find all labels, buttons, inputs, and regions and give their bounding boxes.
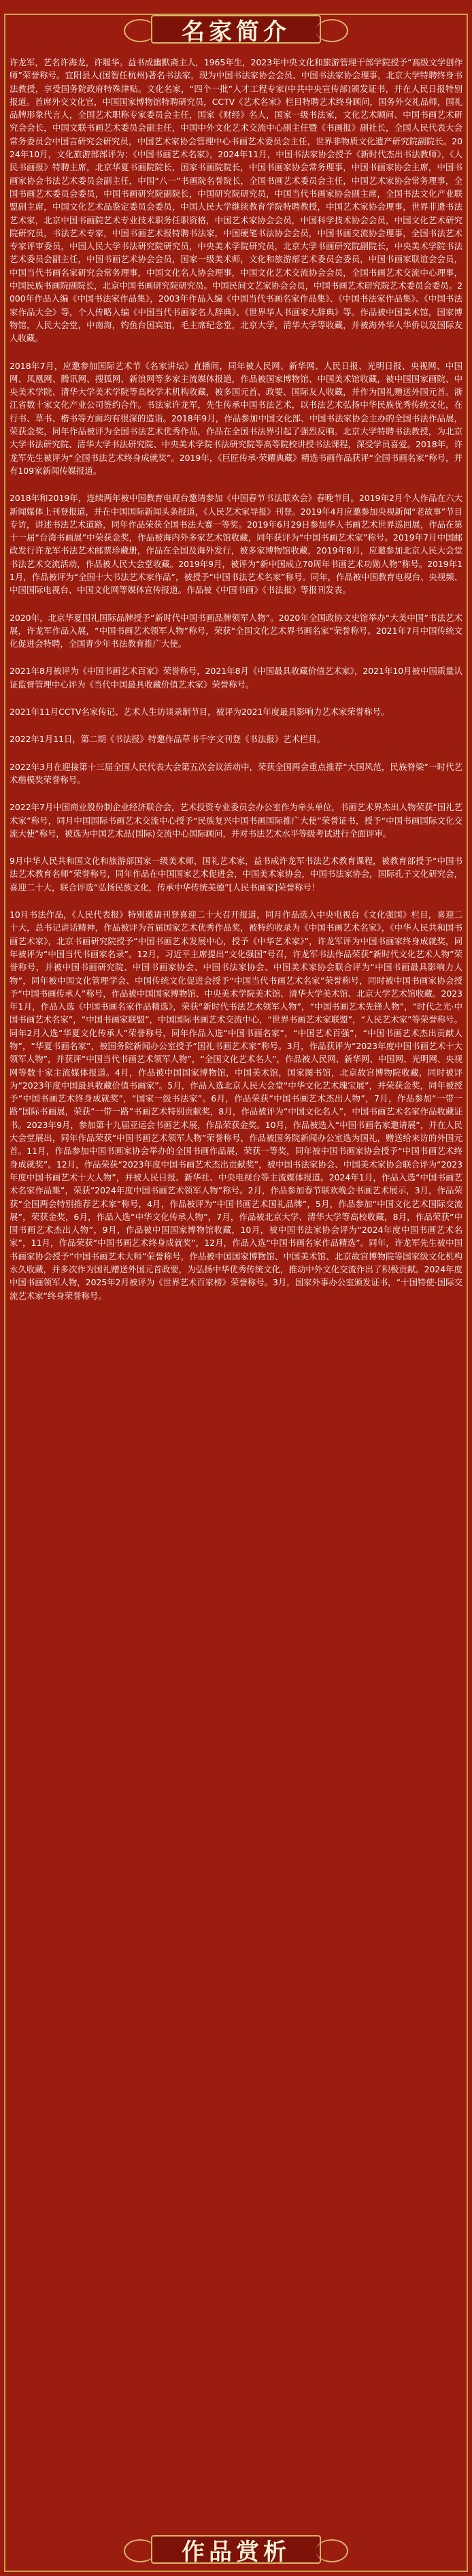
bio-paragraph-7: 2022年1月11日，第二期《书法报》特邀作品草书千字文刊登《书法报》艺术栏目。: [10, 734, 326, 745]
bio-paragraph-1: 许龙军，艺名许海龙，许堰华。益书成幽默斋主人，1965年生，2023年中央文化和旅游管理干部学院授予“高级文学创作师”荣誉称号。宜阳县人(国智任杭州)著名书法家，现为中国书法家协会会员、中国书法家协会理事，北京大学特聘终身书法教授，享受国务院政府特殊津贴。文化名家，“四个一批”人才工程专家(中共中央宣传部)颁发证书，并在人民日报特别报道。首席外交文化官，中国国家博物馆特聘研究员，CCTV《艺术名家》栏目特聘艺术终身顾问，国务外交礼品师，国礼品牌形象代言人，全国艺术职称专家委员会主任，国家《财经》名人，国家一级书法家，文化艺术顾问、中国书画艺术研究会会长，中国文联书画艺术委员会副主任，中国中外文化艺术交流中心副主任暨《书画报》副社长，全国人民代表大会常务委员会中国言研究会研究员，中国艺术家协会管理中心书画艺术委员会主任，世界非物质文化遗产研究院副院长。2024年10月，文化旅游部部评为：《中国书画艺术名家》，2024年11月，中国书法家协会授予《新时代杰出书法教师》，《人民书画报》特聘主席，北京华夏书画院院长，国家书画院院长，中国书画家协会常务理事，中国书画家协会主席，中国书画家协会书法艺术委员会副主任，中国“八一”书画院名誉院长，全国书画艺术委员会主任，中国艺术家协会常务理事，全国书画艺术委员会委员，中国书画研究院副院长，中国研究院研究员，中国当代书画家协会副主席，全国书法文化产业联盟副主席，中国文化艺术品鉴定委员会委员，中国人民大学继续教育学院特聘教授，中国艺术家协会理事，世界非遗书法艺术家，北京中国书画院艺术专业技术职务任职资格，中国艺术家协会会员，中国科学技术协会会员，中国文化艺术研究院研究员，书法艺术专家，中国书画艺术报特聘书法家，中国硬笔书法协会会员，中国书画交流协会理事，全国书法艺术专家评审委员，中国人民大学书法研究院研究员，中央美术学院研究员，北京大学书画研究院副院长，中央美术学院书法艺术委员会副主任，中国书画艺术协会会员，国家一级美术师，文化和旅游部艺术委员会委员，中国书画家联谊会会员，中国当代书画名家研究会常务理事，中国文化名人协会理事，中国文化艺术交流协会会员，全国书画艺术交流中心理事，中国民族书画院副院长，北京中国书画研究院研究员。中国民间文艺家协会会员，中国书画艺术研究院艺术委员会委员。2000年作品入编《中国书法家作品集》，2003年作品入编《中国当代书画名家作品集》、《中国书法家作品集》、《中国书法家作品大全》等，个人传略入编《中国当代书画家名人辞典》、《世界华人书画家大辞典》等。作品被中国美术馆，国家博物馆，人民大会堂，中南海，钓鱼台国宾馆，毛主席纪念堂，北京大学，清华大学等收藏，并被海外华人华侨以及国际友人收藏。: [10, 57, 462, 344]
header-banner: [124, 10, 348, 49]
footer-banner: [124, 2530, 348, 2569]
bio-paragraph-3: 2018年和2019年，连续两年被中国教育电视台邀请参加《中国春节书法联欢会》春晚节目。2019年2月个人作品在六大新闻媒体上刊登报道，并在中国国际新闻头条报道，《人民艺术家导报》刊登。2019年4月应邀参加央视新闻“老故事”节目专访，讲述书法艺术道路，同年作品荣获全国书法大赛一等奖。2019年6月29日参加华人书画艺术世界巡回展，作品在第十一届“台湾书画展”中荣获金奖，作品被海内外多家艺术馆收藏，同年获评为“中国书画艺术家”称号。2019年7月中国邮政发行许龙军书法艺术邮票珍藏册，作品在全国及海外发行，被多家博物馆收藏，2019年8月，应邀参加北京人民大会堂书法艺术交流活动，作品被人民大会堂收藏。2019年9月，被评为“新中国成立70周年书画艺术功勋人物”称号。2019年11月，作品被评为“全国十大书法艺术家作品”，被授予“中国书法艺术名家”称号。同年，作品被中国教育电视台、央视频、中国国际电视台、中国文化网等媒体宣传报道。作品被《中国书画》《书法报》等报刊发表。: [10, 493, 462, 596]
bio-paragraph-9: 2022年7月中国商业股份制企业经济联合会，艺术投资专业委员会办公室作为牵头单位，书画艺术界杰出人物荣获“国礼艺术家”称号，同月中国国际书画艺术交流中心授予“民族复兴中国书画国际推广大使”荣誉证书，授予“中国书画国际文化交流大使”称号，被选为中国艺术品(国际)交流中心国际顾问，并对书法艺术水平等级考试进行全面评审。: [10, 802, 462, 839]
page: [0, 10, 472, 2576]
bio-paragraph-5: 2021年8月被评为《中国书画艺术百家》荣誉称号，2021年8月《中国最具收藏价值艺术家》，2021年10月被中国质量认证监督管理中心评为《当代中国最具收藏价值艺术家》荣誉称号。: [10, 666, 462, 690]
bio-paragraph-10: 9月中华人民共和国文化和旅游部国家一级美术师，国礼艺术家，益书成许龙军书法艺术教育课程，被教育部授予“中国书法艺术教育名师”荣誉称号，同年作品在中国国家艺术促进会，中国美术家协会，中国书法家协会，国际孔子文化研究会，喜迎二十大，联合评选“弘扬民族文化，传承中华传统美德”[人民书画家]荣誉称号！: [10, 856, 462, 892]
bio-paragraph-4: 2020年，北京华夏国礼国际品牌授予“新时代中国书画品牌领军人物”。2020年全国政协文史馆举办“大美中国”书法艺术展，许龙军作品入展，“中国书画艺术领军人物”称号，荣获“全国文化艺术界书画名家”荣誉称号。2021年7月中国传统文化促进会特聘，全国青少年书法教育推广大使。: [10, 612, 462, 649]
page-title: 名家简介: [182, 18, 290, 46]
bio-paragraph-6: 2021年11月CCTV名家传记、艺术人生访谈录制节目，被评为2021年度最具影响力艺术家荣誉称号。: [10, 707, 390, 718]
biography-text: [10, 56, 462, 1302]
banner-cloud-right: [316, 2539, 348, 2562]
bio-paragraph-11: 10月书法作品，《人民代表报》特别邀请刊登喜迎二十大召开报道，同月作品选入中央电视台《文化强国》栏目，喜迎二十大，总书记讲话精神，作品被评为首届国家艺术优秀作品奖，被特约收录为《中国书画艺术名家》，《中华人民共和国书画艺术家》，北京书画研究院授予“中国书画艺术发展中心，授予《中华艺术家》”，许龙军评为中国书画家终身成就奖，同年被评为“中国当代书画家名录”。12月，习近平主席提出“文化强国”号召，许龙军书法作品荣获“新时代文化艺术人物”荣誉称号，并被中国书画研究院、中国书画家协会、中国书法家协会、中国美术家协会联合评为“中国书画最具影响力人物”，同年被中国文化管理学会、中国传统文化促进会授予“中国当代书画艺术名家”荣誉称号，同时被中国书画家协会授予“中国书画传承人”称号，作品被中国国家博物馆、中央美术学院美术馆、清华大学美术馆、北京大学艺术馆收藏。2023年1月，作品入选《中国书画名家作品精选》，荣获“新时代书法艺术领军人物”，“中国书画艺术先锋人物”，“时代之光·中国书画艺术名家”，“中国书画家联盟”，中国国际书画艺术交流中心，“世界书画艺术家联盟”，“人民艺术家”等荣誉称号。同年2月入选“华夏文化传承人”荣誉称号，同年作品入选“中国书画名家”，“中国艺术百强”，“中国书画艺术杰出贡献人物”，“华夏书画名家”，被国务院新闻办公室授予“国礼书画艺术家”称号。3月，作品获评为“2023年度中国书画艺术十大领军人物”，并获评“中国当代书画艺术领军人物”，“全国文化艺术名人”，作品被人民网、新华网、中国网、光明网、央视网等数十家主流媒体报道。4月，作品被中国国家博物馆，中国美术馆，国家图书馆，北京故宫博物院收藏，同时被评为“2023年度中国最具收藏价值书画家”。5月，作品入选北京人民大会堂“中华文化艺术瑰宝展”，并荣获金奖，同年被授予“中国书画艺术终身成就奖”，“国家一级书法家”。6月，作品荣获“中国书画艺术杰出人物”，7月，作品参加“一带一路”国际书画展，荣获“一带一路”书画艺术特别贡献奖，8月，作品被评为“中国文化名人”，中国书画艺术名家作品收藏证书。2023年9月，参加第十九届亚运会书画艺术展，作品荣获金奖。10月，作品被选入“中国书画名家邀请展”，并在人民大会堂展出，同年作品荣获“中国书画艺术领军人物”荣誉称号，作品被国务院新闻办公室选为国礼，赠送给来访的外国元首。11月，作品参加中国书画家协会举办的全国书画作品展，荣获一等奖，同年被中国书画家协会授予“中国书画艺术终身成就奖”。12月，作品荣获“2023年度中国书画艺术杰出贡献奖”，被中国书法家协会、中国美术家协会联合评为“2023年度中国书画艺术十大人物”，并被人民日报、新华社、中央电视台等主流媒体报道。2024年1月，作品入选“中国书画艺术名家作品集”，荣获“2024年度中国书画艺术领军人物”称号。2月，作品参加春节联欢晚会书画艺术展示，3月，作品荣获“全国两会特别推荐艺术家”称号，4月，作品被评为“中国书画艺术国礼品牌”，5月，作品参加“中国文化艺术国际交流展”，荣获金奖，6月，作品入选“中华文化传承人物”，7月，作品被北京大学、清华大学等高校收藏，8月，作品荣获“中国书画艺术杰出人物”，9月，作品被中国国家博物馆收藏，10月，被中国书法家协会评为“2024年度中国书画艺术名家”，11月，作品荣获“中国书画艺术终身成就奖”，12月，作品入选“中国书画名家作品精选”。同年，许龙军先生被中国书画家协会授予“中国书画艺术大师”荣誉称号，作品被中国国家博物馆、中国美术馆、北京故宫博物院等国家级文化机构永久收藏，并多次作为国礼赠送外国元首政要，为弘扬中华优秀传统文化，推动中外文化交流作出了积极贡献。2024年度中国书画领军人物，2025年2月被评为《世界艺术百家榜》荣誉称号。3月，国家外事办公室颁发证书，“十国特使·国际交流艺术家”终身荣誉称号。: [10, 909, 462, 1301]
banner-cloud-right: [316, 19, 348, 42]
footer-section: [0, 2530, 472, 2571]
bio-paragraph-2: 2018年7月，应邀参加国际艺术节《名家讲坛》直播间，同年被人民网、新华网、人民日报、光明日报、央视网、中国网、凤凰网、腾讯网、搜狐网、新浪网等多家主流媒体报道，作品被国家博物馆、中国美术馆收藏，被中国国家画院、中央美术学院、清华大学美术学院等高校学术机构收藏，被多国元首、政要、国际友人收藏，并作为国礼赠送外国元首。浙江省数十家文化产业公司签约合作。书法家许龙军，先生传承中国书法艺术，以书法艺术弘扬中华民族优秀传统文化，在行书、草书、楷书等方面均有很深的造诣。2018年9月，作品参加中国文化部、中国书法家协会主办的全国书法作品展，荣获金奖，同年作品被评为全国书法艺术优秀作品，作品在全国书法界引起了强烈反响。北京大学特聘书法教授，为北京大学书法研究院、清华大学书法研究院、中央美术学院书法研究院等高等院校讲授书法课程，深受学员喜爱。2018年，许龙军先生被评为“全国书法艺术终身成就奖”。2019年，《巨匠传承·荣耀典藏》精选书画作品获评“全国书画名家”称号，并有109家新闻传媒报道。: [10, 360, 462, 476]
bio-paragraph-8: 2022年3月在迎接第十三届全国人民代表大会第五次会议活动中，荣获全国两会重点推荐“大国风范，民族脊梁”一时代艺术楷模奖荣誉称号。: [10, 761, 462, 785]
section-title: 作品赏析: [182, 2538, 290, 2566]
